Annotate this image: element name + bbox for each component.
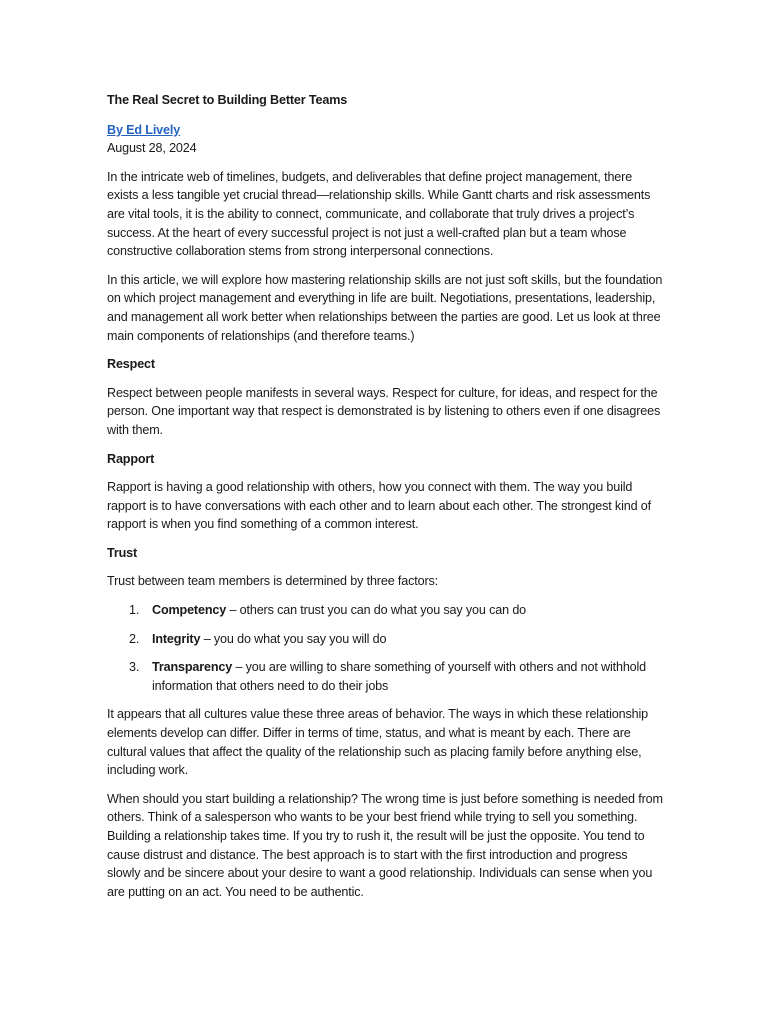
list-item-term: Integrity: [152, 631, 201, 646]
cultures-paragraph: It appears that all cultures value these three areas of behavior. The ways in which these relationship elements develop can differ. Differ in terms of time, status, and what is meant by each. There are cultural values that affect the quality of the relationship such as placing family before anything else, including work.: [107, 707, 649, 778]
list-item: [107, 658, 663, 695]
trust-intro-paragraph: Trust between team members is determined by three factors:: [107, 574, 439, 589]
list-item-number: 2.: [129, 631, 140, 646]
article: [107, 91, 663, 911]
author-link[interactable]: By Ed Lively: [107, 122, 181, 137]
intro-paragraph-1: In the intricate web of timelines, budgets, and deliverables that define project management, there exists a less tangible yet crucial thread—relationship skills. While Gantt charts and risk assessments are vital tools, it is the ability to connect, communicate, and collaborate that truly drives a project’s success. At the heart of every successful project is not just a well-crafted plan but a team whose constructive collaboration stems from strong interpersonal connections.: [107, 169, 651, 259]
list-item: [107, 601, 663, 620]
rapport-paragraph: Rapport is having a good relationship with others, how you connect with them. The way you build rapport is to have conversations with each other and to learn about each other. The strongest kind of rapport is when you find something of a common interest.: [107, 480, 651, 532]
list-item-term: Transparency: [152, 660, 233, 675]
list-item-number: 1.: [129, 603, 140, 618]
list-item-number: 3.: [129, 660, 140, 675]
list-item-text: – others can trust you can do what you say you can do: [226, 603, 527, 618]
list-item-text: – you are willing to share something of yourself with others and not withhold information that others need to do their jobs: [152, 660, 647, 693]
list-item: [107, 630, 663, 649]
list-item-text: – you do what you say you will do: [200, 631, 387, 646]
article-date: August 28, 2024: [107, 141, 197, 156]
heading-trust: Trust: [107, 545, 138, 560]
respect-paragraph: Respect between people manifests in several ways. Respect for culture, for ideas, and respect for the person. One important way that respect is demonstrated is by listening to others even if one disagrees with them.: [107, 385, 661, 437]
heading-rapport: Rapport: [107, 451, 155, 466]
when-paragraph: When should you start building a relationship? The wrong time is just before something is needed from others. Think of a salesperson who wants to be your best friend while trying to sell you something. Building a relationship takes time. If you try to rush it, the result will be just the opposite. You tend to cause distrust and distance. The best approach is to start with the first introduction and progress slowly and be sincere about your desire to want a good relationship. Individuals can sense when you are putting on an act. You need to be authentic.: [107, 791, 663, 899]
trust-factors-list: [107, 601, 663, 695]
heading-respect: Respect: [107, 357, 155, 372]
article-title: The Real Secret to Building Better Teams: [107, 93, 348, 107]
list-item-term: Competency: [152, 603, 227, 618]
intro-paragraph-2: In this article, we will explore how mastering relationship skills are not just soft skills, but the foundation on which project management and everything in life are built. Negotiations, presentations, leadership, and management all work better when relationships between the parties are good. Let us look at three main components of relationships (and therefore teams.): [107, 272, 663, 343]
